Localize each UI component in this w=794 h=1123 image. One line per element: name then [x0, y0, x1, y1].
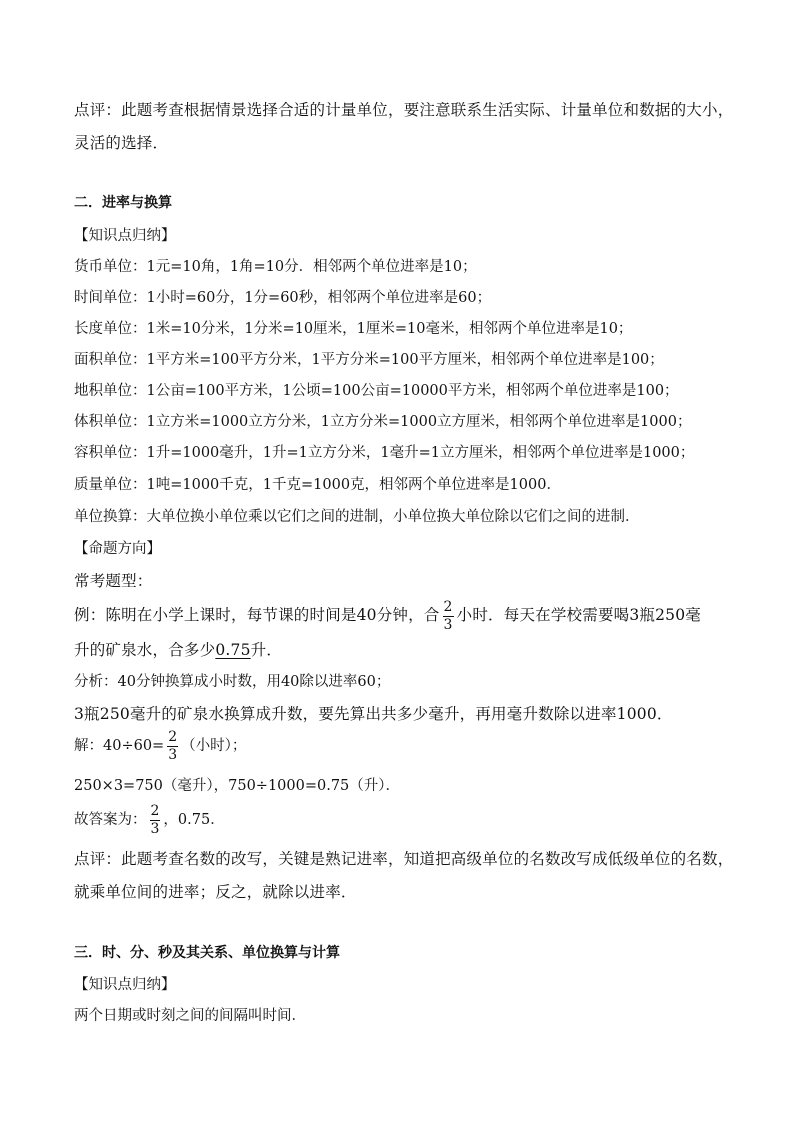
body-text: 两个日期或时刻之间的间隔叫时间． [74, 1008, 306, 1024]
comment-text: 点评：此题考查根据情景选择合适的计量单位，要注意联系生活实际、计量单位和数据的大小， [74, 101, 734, 119]
unit-line: 体积单位：1立方米=1000立方分米，1立方分米=1000立方厘米，相邻两个单位进率是1000； [74, 414, 692, 430]
answer-blank: 0.75 [215, 641, 251, 659]
fraction-denominator: 3 [443, 616, 453, 633]
unit-line: 长度单位：1米=10分米，1分米=10厘米，1厘米=10毫米，相邻两个单位进率是10； [74, 321, 633, 337]
example-line [74, 598, 734, 633]
knowledge-header: 【知识点归纳】 [74, 977, 176, 993]
answer-text: 故答案为： [74, 812, 147, 828]
common-type-label: 常考题型： [74, 572, 153, 590]
fraction-numerator: 2 [168, 728, 178, 745]
unit-line: 质量单位：1吨=1000千克，1千克=1000克，相邻两个单位进率是1000． [74, 477, 561, 493]
comment-text: 灵活的选择． [74, 134, 169, 152]
knowledge-header: 【知识点归纳】 [74, 228, 176, 244]
analysis-text: 分析：40分钟换算成小时数，用40除以进率60； [74, 674, 391, 690]
unit-line: 时间单位：1小时=60分，1分=60秒，相邻两个单位进率是60； [74, 290, 492, 306]
unit-line: 货币单位：1元=10角，1角=10分．相邻两个单位进率是10； [74, 259, 477, 275]
example-line [74, 640, 734, 660]
fraction [443, 600, 454, 633]
solution-line [74, 729, 734, 763]
unit-line: 容积单位：1升=1000毫升，1升=1立方分米，1毫升=1立方厘米，相邻两个单位进率是1000； [74, 445, 695, 461]
solution-text: 解：40÷60= [74, 738, 165, 754]
section-title: 三．时、分、秒及其关系、单位换算与计算 [74, 945, 340, 961]
comment-text: 就乘单位间的进率；反之，就除以进率． [74, 883, 357, 901]
comment-text: 点评：此题考查名数的改写，关键是熟记进率，知道把高级单位的名数改写成低级单位的名数， [74, 850, 734, 868]
direction-header: 【命题方向】 [74, 541, 161, 557]
fraction [150, 804, 161, 837]
fraction-denominator: 3 [168, 746, 178, 763]
fraction-numerator: 2 [150, 802, 160, 819]
section-title: 二．进率与换算 [74, 195, 172, 211]
example-text: 小时．每天在学校需要喝3瓶250毫 [456, 606, 701, 624]
solution-text: （小时）； [181, 738, 247, 754]
example-text: 例：陈明在小学上课时，每节课的时间是40分钟，合 [74, 606, 440, 624]
fraction-denominator: 3 [150, 820, 160, 837]
fraction [167, 730, 178, 763]
calc-line: 250×3=750（毫升），750÷1000=0.75（升）． [74, 778, 401, 794]
unit-line: 地积单位：1公亩=100平方米，1公顷=100公亩=10000平方米，相邻两个单位进率是100； [74, 383, 679, 399]
analysis-text: 3瓶250毫升的矿泉水换算成升数，要先算出共多少毫升，再用毫升数除以进率1000． [74, 705, 673, 723]
example-text: 升的矿泉水，合多少 [74, 641, 216, 659]
unit-line: 面积单位：1平方米=100平方分米，1平方分米=100平方厘米，相邻两个单位进率是100； [74, 352, 664, 368]
unit-line: 单位换算：大单位换小单位乘以它们之间的进制，小单位换大单位除以它们之间的进制． [74, 509, 640, 525]
answer-line [74, 803, 734, 837]
example-text: 升． [250, 641, 283, 659]
answer-text: ，0.75． [163, 812, 225, 828]
fraction-numerator: 2 [443, 598, 453, 615]
